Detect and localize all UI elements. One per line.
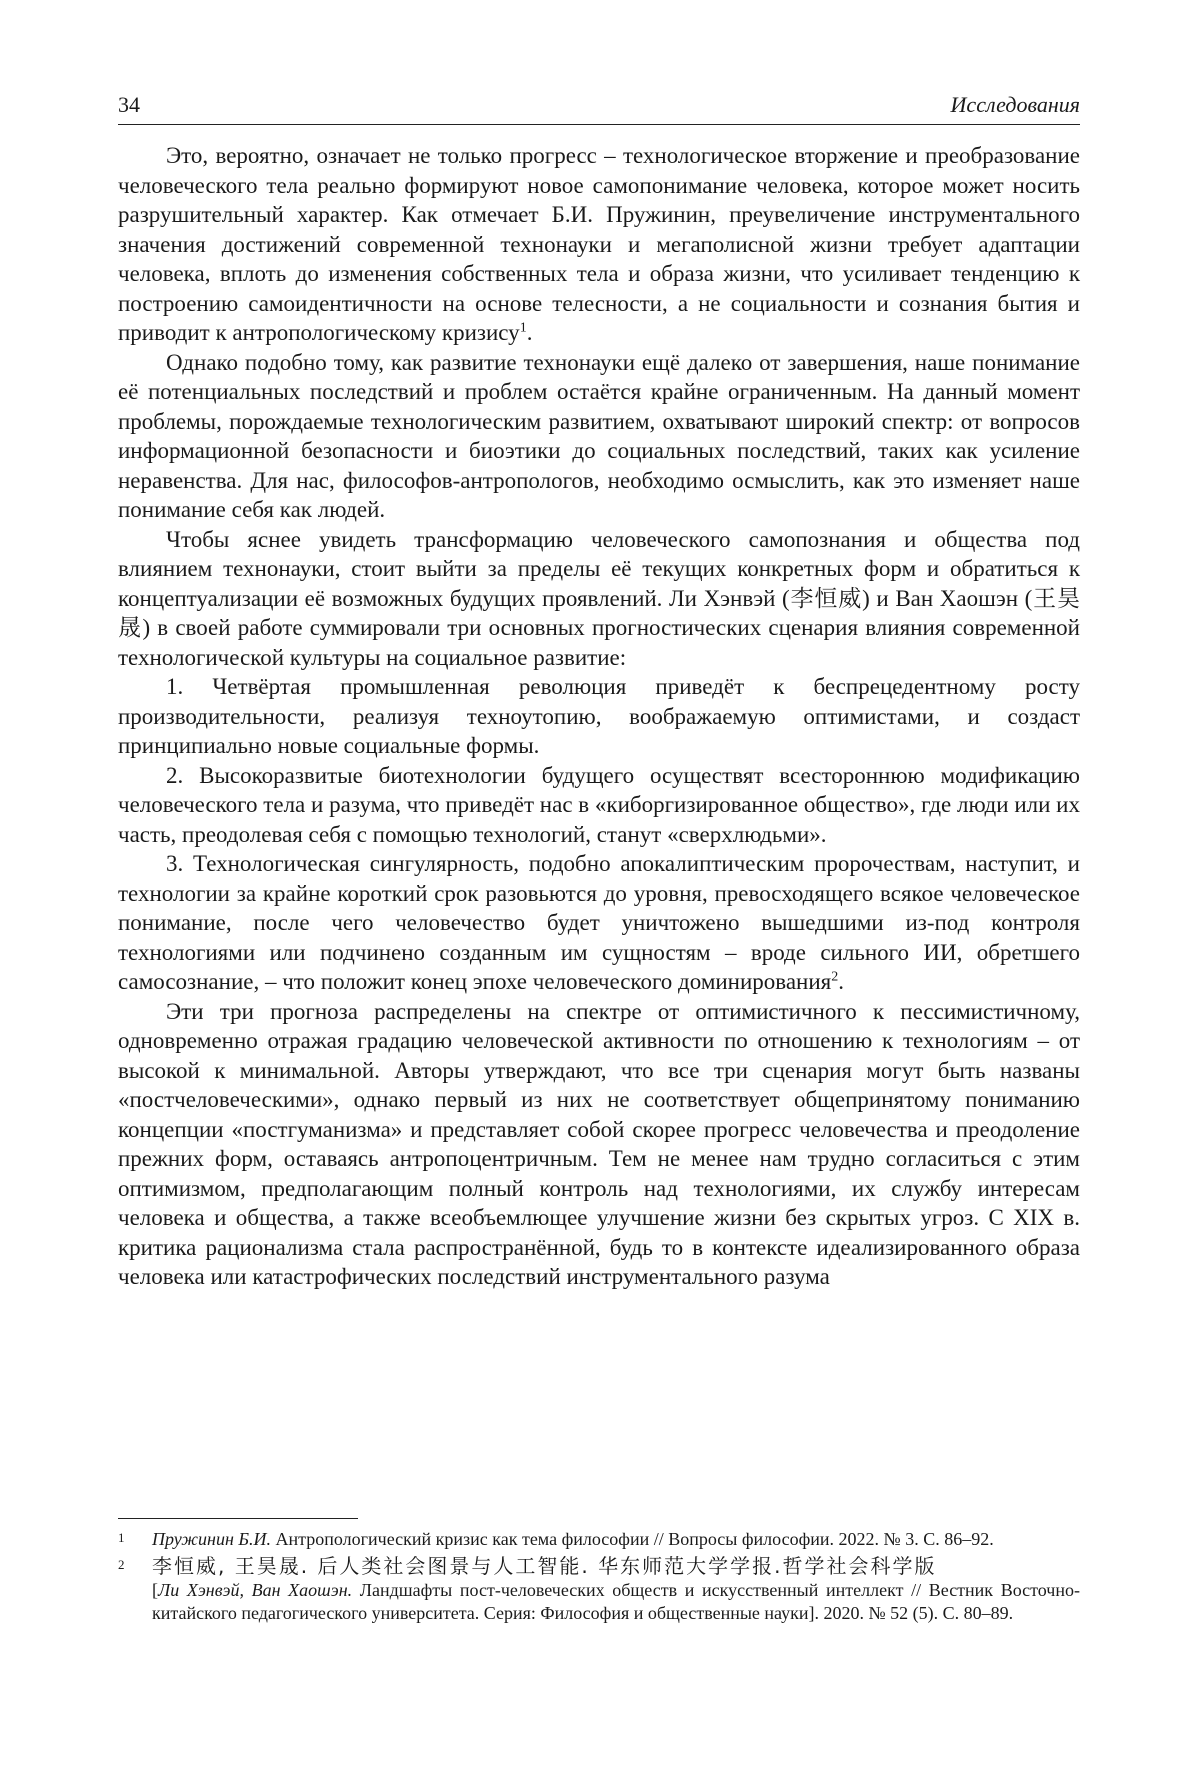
footnote-mark: 2 xyxy=(118,1557,125,1572)
footnote xyxy=(118,1555,1080,1625)
footnote-text: Ландшафты пост-человеческих обществ и искусственный интеллект // Вестник Восточно-китайского педагогического университета. Серия: Философия и общественные науки]. 2020. № 52 (5). С. 80–89. xyxy=(152,1580,1080,1623)
footnote xyxy=(118,1528,1080,1551)
paragraph-text: Это, вероятно, означает не только прогресс – технологическое вторжение и преобразование человеческого тела реально формируют новое самопонимание человека, которое может носить разрушительный характер. Как отмечает Б.И. Пружинин, преувеличение инструментального значения достижений современной технонауки и мегаполисной жизни требует адаптации человека, вплоть до изменения собственных тела и образа жизни, что усиливает тенденцию к построению самоидентичности на основе телесности, а не социальности и сознания бытия и приводит к антропологическому кризису xyxy=(118,143,1080,345)
list-item: 2. Высокоразвитые биотехнологии будущего осуществят всестороннюю модификацию человеческого тела и разума, что приведёт нас в «киборгизированное общество», где люди или их часть, преодолевая себя с помощью технологий, станут «сверхлюдьми». xyxy=(118,762,1080,847)
footnote-divider xyxy=(118,1518,358,1519)
footnote-cjk-title: 李恒威, 王昊晟. 后人类社会图景与人工智能. 华东师范大学学报.哲学社会科学版 xyxy=(152,1554,937,1578)
page-number: 34 xyxy=(118,92,140,117)
footnote-bracket: [ xyxy=(152,1580,158,1600)
footnote-author: Пружинин Б.И. xyxy=(152,1529,272,1549)
running-title: Исследования xyxy=(950,92,1080,117)
footnote-ref[interactable]: 1 xyxy=(519,320,527,336)
paragraph-text: 3. Технологическая сингулярность, подобно апокалиптическим пророчествам, наступит, и технологии за крайне короткий срок разовьются до уровня, превосходящего всякое человеческое понимание, после чего человечество будет уничтожено вышедшими из-под контроля технологиями или подчинено созданным им сущностям – вроде сильного ИИ, обретшего самосознание, – что положит конец эпохе человеческого доминирования xyxy=(118,851,1080,994)
paragraph: Однако подобно тому, как развитие технонауки ещё далеко от завершения, наше понимание её потенциальных последствий и проблем остаётся крайне ограниченным. На данный момент проблемы, порождаемые технологическим развитием, охватывают широкий спектр: от вопросов информационной безопасности и биоэтики до социальных последствий, таких как усиление неравенства. Для нас, философов-антропологов, необходимо осмыслить, как это изменяет наше понимание себя как людей. xyxy=(118,349,1080,522)
paragraph: Чтобы яснее увидеть трансформацию человеческого самопознания и общества под влиянием технонауки, стоит выйти за пределы её текущих конкретных форм и обратиться к концептуализации её возможных будущих проявлений. Ли Хэнвэй (李恒威) и Ван Хаошэн (王昊晟) в своей работе суммировали три основных прогностических сценария влияния современной технологической культуры на социальное развитие: xyxy=(118,526,1080,670)
footnote-author: Ли Хэнвэй, Ван Хаошэн. xyxy=(158,1580,353,1600)
footnotes xyxy=(118,1528,1080,1629)
paragraph: Это, вероятно, означает не только прогресс – технологическое вторжение и преобразование человеческого тела реально формируют новое самопонимание человека, которое может носить разрушительный характер. Как отмечает Б.И. Пружинин, преувеличение инструментального значения достижений современной технонауки и мегаполисной жизни требует адаптации человека, вплоть до изменения собственных тела и образа жизни, что усиливает тенденцию к построению самоидентичности на основе телесности, а не социальности и сознания бытия и приводит к антропологическому кризису$^1$. xyxy=(118,143,1080,345)
paragraph: Эти три прогноза распределены на спектре от оптимистичного к пессимистичному, одновременно отражая градацию человеческой активности по отношению к технологиям – от высокой к минимальной. Авторы утверждают, что все три сценария могут быть названы «постчеловеческими», однако первый из них не соответствует общепринятому пониманию концепции «постгуманизма» и представляет собой скорее прогресс человечества и преодоление прежних форм, оставаясь антропоцентричным. Тем не менее нам трудно согласиться с этим оптимизмом, предполагающим полный контроль над технологиями, их службу интересам человека и общества, а также всеобъемлющее улучшение жизни без скрытых угроз. С XIX в. критика рационализма стала распространённой, будь то в контексте идеализированного образа человека или катастрофических последствий инструментального разума xyxy=(118,998,1080,1289)
footnote-mark: 1 xyxy=(118,1530,125,1545)
list-item: 1. Четвёртая промышленная революция приведёт к беспрецедентному росту производительности, реализуя техноутопию, воображаемую оптимистами, и создаст принципиально новые социальные формы. xyxy=(118,674,1080,758)
footnote-ref[interactable]: 2 xyxy=(831,969,839,985)
list-item: 3. Технологическая сингулярность, подобно апокалиптическим пророчествам, наступит, и технологии за крайне короткий срок разовьются до уровня, превосходящего всякое человеческое понимание, после чего человечество будет уничтожено вышедшими из-под контроля технологиями или подчинено созданным им сущностям – вроде сильного ИИ, обретшего самосознание, – что положит конец эпохе человеческого доминирования$^2$. xyxy=(118,851,1080,994)
body-text xyxy=(118,141,1080,1292)
page-header xyxy=(118,92,1080,125)
footnote-text: Антропологический кризис как тема философии // Вопросы философии. 2022. № 3. С. 86–92. xyxy=(271,1529,994,1549)
